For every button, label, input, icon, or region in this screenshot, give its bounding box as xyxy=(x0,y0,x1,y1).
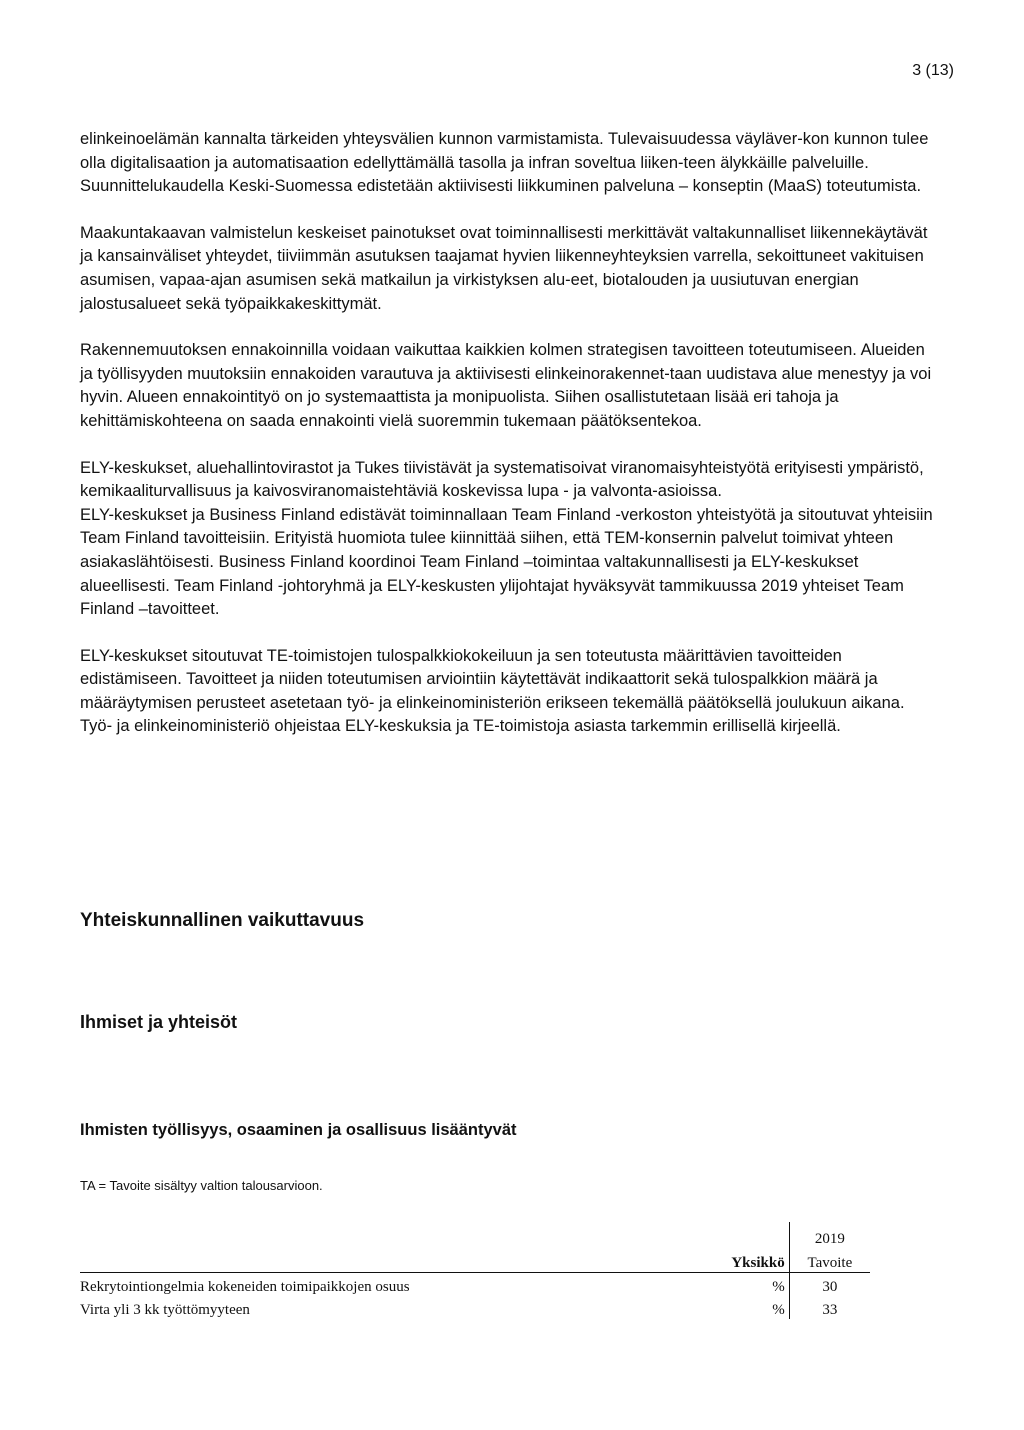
row-value: 30 xyxy=(822,1279,838,1295)
paragraph-rakennemuutos: Rakennemuutoksen ennakoinnilla voidaan vaikuttaa kaikkien kolmen strategisen tavoitteen toteutumiseen. Alueiden ja työllisyyden muutoksiin ennakoiden varautuva ja aktiivisesti elinkeinorakennet-taan uudistava alue menestyy ja voi hyvin. Alueen ennakointityö on jo systemaattista ja monipuolista. Siihen osallistutetaan lisää eri tahoja ja kehittämiskohteena on saada ennakointi vielä suoremmin tukemaan päätöksentekoa. xyxy=(80,341,932,430)
row-value: 33 xyxy=(822,1302,838,1318)
table-row xyxy=(80,1296,870,1319)
unit-header: Yksikkö xyxy=(668,1248,789,1273)
page-number: 3 (13) xyxy=(912,62,954,79)
row-label: Rekrytointiongelmia kokeneiden toimipaikkojen osuus xyxy=(80,1279,410,1295)
goal-heading: Ihmisten työllisyys, osaaminen ja osallisuus lisääntyvät xyxy=(80,1121,517,1139)
subsection-heading: Ihmiset ja yhteisöt xyxy=(80,1012,238,1032)
paragraph-team-finland: ELY-keskukset ja Business Finland edistävät toiminnallaan Team Finland -verkoston yhteistyötä ja sitoutuvat yhteisiin Team Finland tavoitteisiin. Erityistä huomiota tulee kiinnittää siihen, että TEM-konsernin palvelut toimivat yhteen asiakaslähtöisesti. Business Finland koordinoi Team Finland –toimintaa valtakunnallisesti ja ELY-keskukset alueellisesti. Team Finland -johtoryhmä ja ELY-keskusten ylijohtajat hyväksyvät tammikuussa 2019 yhteiset Team Finland –tavoitteet. xyxy=(80,505,933,619)
body-text xyxy=(80,128,940,762)
row-unit: % xyxy=(668,1273,789,1297)
table-row xyxy=(80,1273,870,1297)
target-header: Tavoite xyxy=(789,1248,870,1273)
paragraph-maakuntakaava: Maakuntakaavan valmistelun keskeiset painotukset ovat toiminnallisesti merkittävät valtakunnalliset liikennekäytävät ja kansainväliset yhteydet, tiiviimmän asutuksen taajamat hyvien liikenneyhteyksien varrella, sekoittuneet vakituisen asumisen, vapaa-ajan asumisen sekä matkailun ja virkistyksen alu-eet, biotalouden ja uusiutuvan energian jalostusalueet sekä työpaikkakeskittymät. xyxy=(80,223,928,313)
table-header-row xyxy=(80,1248,870,1273)
row-label: Virta yli 3 kk työttömyyteen xyxy=(80,1302,250,1318)
table-year-row xyxy=(80,1222,870,1248)
budget-note: TA = Tavoite sisältyy valtion talousarvioon. xyxy=(80,1178,323,1193)
row-unit: % xyxy=(668,1296,789,1319)
section-heading: Yhteiskunnallinen vaikuttavuus xyxy=(80,910,365,931)
paragraph-viranomaisyhteistyo: ELY-keskukset, aluehallintovirastot ja Tukes tiivistävät ja systematisoivat viranomaisyhteistyötä erityisesti ympäristö, kemikaaliturvallisuus ja kaivosviranomaistehtäviä koskevissa lupa - ja valvonta-asioissa. xyxy=(80,458,924,501)
paragraph-maas: elinkeinoelämän kannalta tärkeiden yhteysvälien kunnon varmistamista. Tulevaisuudessa väyläver-kon kunnon tulee olla digitalisaation ja automatisaation edellyttämällä tasolla ja infran soveltua liiken-teen älykkäille palveluille. Suunnittelukaudella Keski-Suomessa edistetään aktiivisesti liikkuminen palveluna – konseptin (MaaS) toteutumista. xyxy=(80,130,929,196)
goal-table xyxy=(80,1222,870,1319)
paragraph-tulospalkkio: ELY-keskukset sitoutuvat TE-toimistojen tulospalkkiokokeiluun ja sen toteutusta määrittävien tavoitteiden edistämiseen. Tavoitteet ja niiden toteutumisen arviointiin käytettävät indikaattorit sekä tulospalkkion määrä ja määräytymisen perusteet asetetaan työ- ja elinkeinoministeriön erikseen tekemällä päätöksellä joulukuun aikana. Työ- ja elinkeinoministeriö ohjeistaa ELY-keskuksia ja TE-toimistoja asiasta tarkemmin erillisellä kirjeellä. xyxy=(80,646,905,736)
year-header: 2019 xyxy=(814,1231,845,1247)
